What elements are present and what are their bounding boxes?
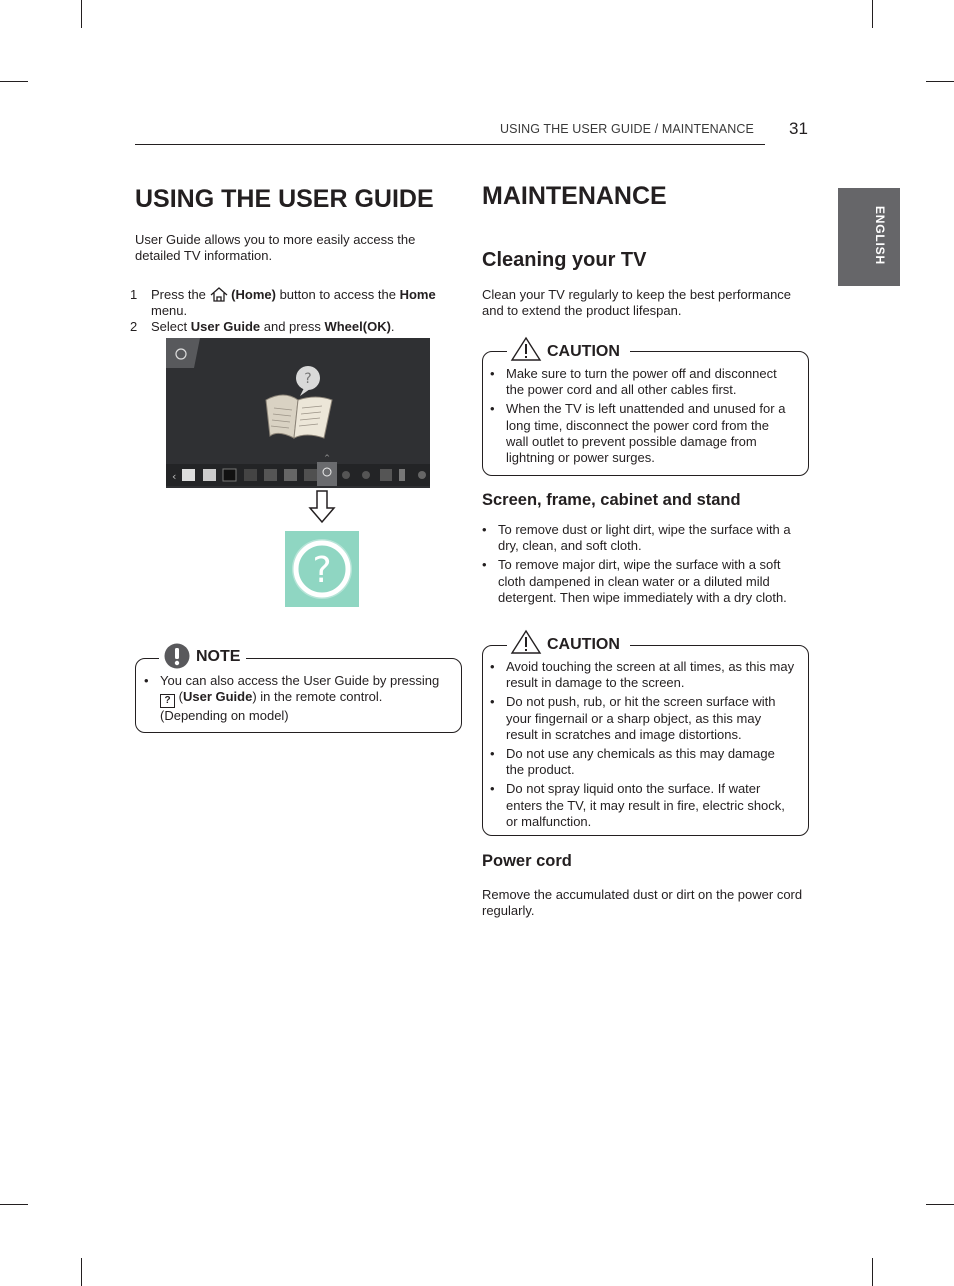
screen-content (482, 522, 807, 609)
note-text: You can also access the User Guide by pressing (160, 673, 440, 688)
language-tab (838, 188, 900, 286)
crop-mark (0, 81, 28, 82)
step-bold: User Guide (190, 319, 261, 334)
note-item (144, 673, 449, 724)
note-text: ) in the remote control. (Depending on model) (160, 689, 383, 724)
user-guide-app-icon (285, 531, 359, 607)
caution-header-1 (507, 335, 630, 365)
maintenance-title: MAINTENANCE (482, 182, 667, 210)
tv-home-screenshot (166, 338, 430, 488)
step-number: 2 (130, 319, 138, 334)
crop-mark (0, 1204, 28, 1205)
exclamation-icon (164, 643, 190, 669)
note-header (159, 641, 246, 671)
book-icon (266, 395, 332, 438)
cleaning-title: Cleaning your TV (482, 249, 647, 271)
user-guide-intro: User Guide allows you to more easily access the detailed TV information. (135, 232, 416, 264)
warning-triangle-icon (510, 336, 542, 362)
svg-text:^: ^ (324, 454, 330, 462)
caution-item: • When the TV is left unattended and unused for a long time, disconnect the power cord from the wall outlet to prevent possible damage from lightning or power surges. (490, 401, 795, 466)
question-mark-key-icon: ? (160, 694, 175, 708)
crop-mark (926, 1204, 954, 1205)
crop-mark (872, 0, 873, 28)
language-tab-label: ENGLISH (873, 206, 887, 265)
header-rule (135, 144, 765, 145)
step-text: Press the (151, 287, 206, 302)
step-number: 1 (130, 287, 138, 302)
svg-text:?: ? (304, 371, 312, 387)
step-bold: Home (399, 287, 436, 302)
power-cord-text: Remove the accumulated dust or dirt on the power cord regularly. (482, 887, 803, 919)
screen-item: • To remove major dirt, wipe the surface with a soft cloth dampened in clean water or a diluted mild detergent. Then wipe immediately with a dry cloth. (482, 557, 807, 606)
caution-item: • Do not push, rub, or hit the screen surface with your fingernail or a sharp object, as this may result in scratches and image distortions. (490, 694, 795, 743)
caution-item: • Do not spray liquid onto the surface. If water enters the TV, it may result in fire, electric shock, or malfunction. (490, 781, 795, 830)
note-content (144, 673, 449, 727)
caution-title-2: CAUTION (547, 636, 620, 653)
step-bold: Wheel(OK) (324, 319, 391, 334)
step-text: and press (263, 319, 321, 334)
svg-text:‹: ‹ (172, 470, 177, 483)
crop-mark (926, 81, 954, 82)
down-arrow-icon (308, 490, 336, 524)
step-text: menu. (151, 303, 188, 319)
caution-content-1 (490, 366, 795, 469)
screen-item: • To remove dust or light dirt, wipe the surface with a dry, clean, and soft cloth. (482, 522, 807, 554)
warning-triangle-icon (510, 629, 542, 655)
cleaning-intro: Clean your TV regularly to keep the best performance and to extend the product lifespan. (482, 287, 792, 319)
power-cord-title: Power cord (482, 852, 572, 870)
user-guide-title: USING THE USER GUIDE (135, 185, 434, 213)
step-bold: (Home) (231, 287, 276, 302)
svg-text:?: ? (312, 550, 332, 591)
caution-item: • Avoid touching the screen at all times, as this may result in damage to the screen. (490, 659, 795, 691)
note-bold: User Guide (182, 689, 253, 705)
step-text: Select (151, 319, 188, 334)
note-title: NOTE (196, 648, 241, 665)
crop-mark (81, 0, 82, 28)
caution-header-2 (507, 628, 630, 658)
caution-item: • Do not use any chemicals as this may damage the product. (490, 746, 795, 778)
running-header: USING THE USER GUIDE / MAINTENANCE (500, 122, 754, 136)
step-text: button to access the (279, 287, 396, 302)
home-icon (210, 287, 228, 302)
crop-mark (872, 1258, 873, 1286)
caution-title-1: CAUTION (547, 343, 620, 360)
note-text: ( (178, 689, 183, 705)
crop-mark (81, 1258, 82, 1286)
caution-item: • Make sure to turn the power off and disconnect the power cord and all other cables first. (490, 366, 795, 398)
steps-list (130, 287, 450, 337)
caution-content-2 (490, 659, 795, 833)
page-number: 31 (789, 119, 808, 138)
step-text: . (390, 319, 395, 334)
screen-title: Screen, frame, cabinet and stand (482, 491, 741, 509)
